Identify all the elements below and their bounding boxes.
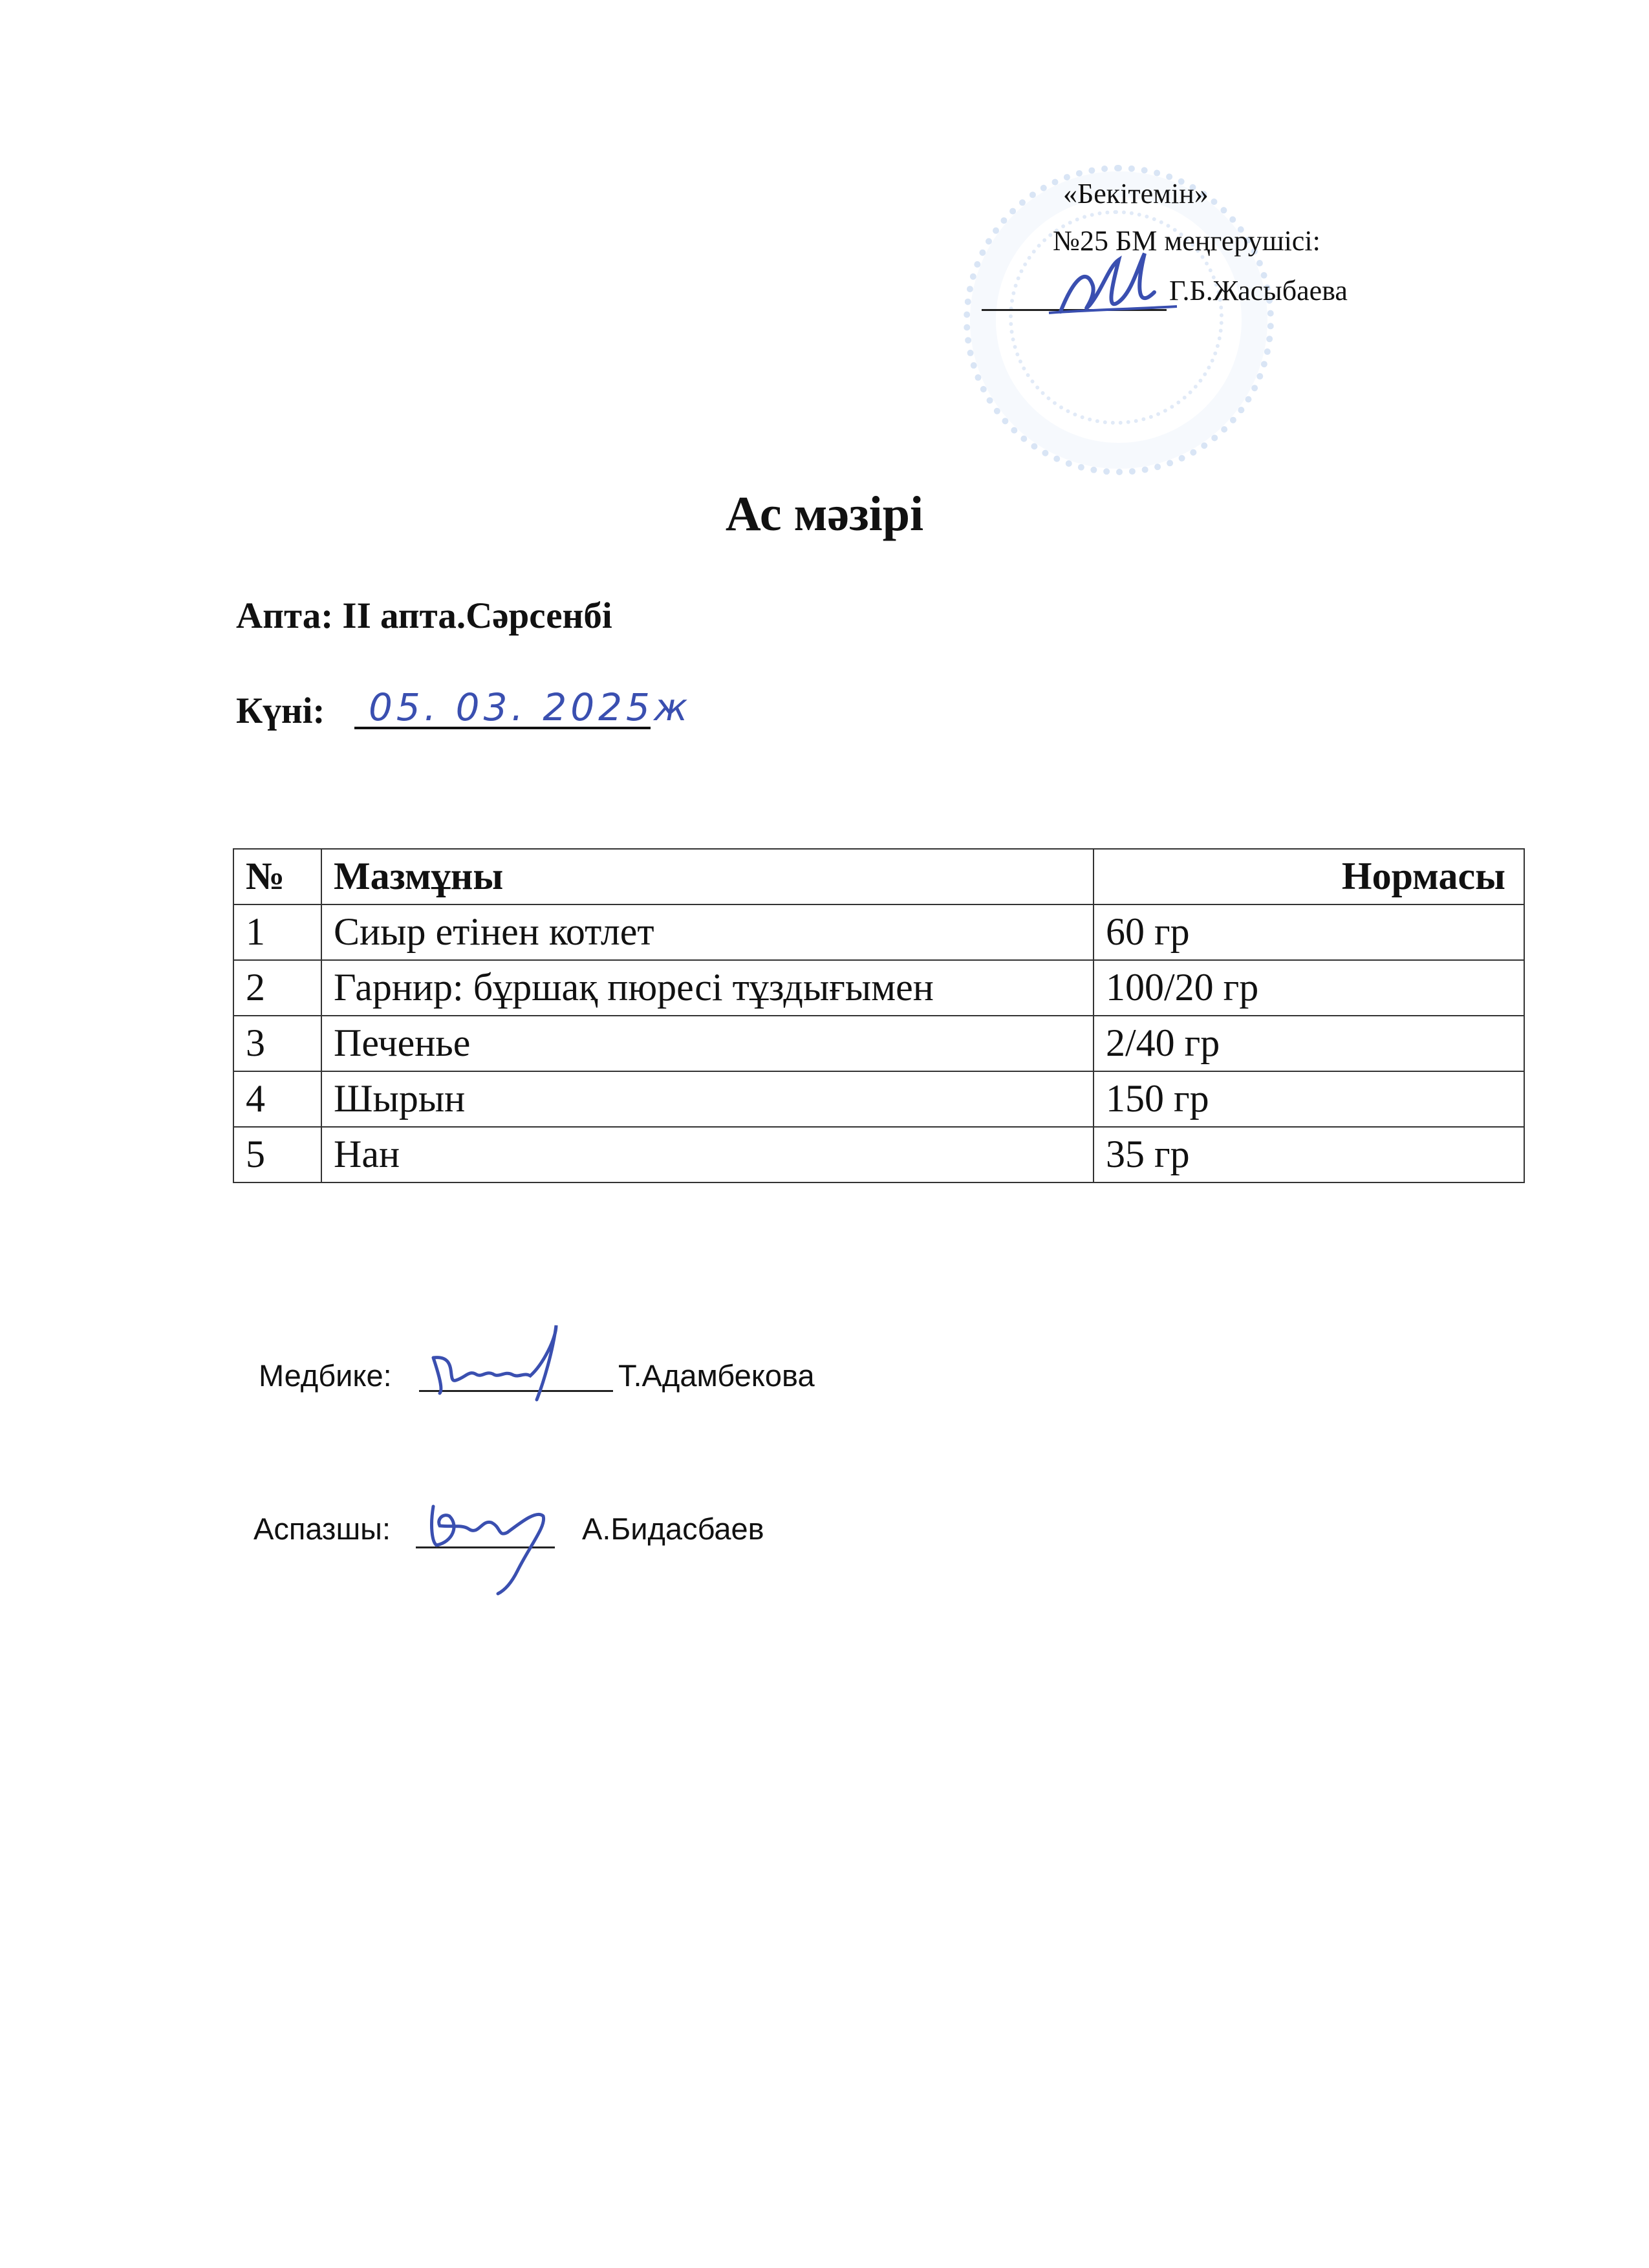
row-number: 3	[233, 1016, 321, 1071]
week-label: Апта: II апта.Сәрсенбі	[236, 595, 612, 636]
table-row	[233, 904, 1524, 960]
row-norm: 35 гр	[1094, 1127, 1524, 1182]
row-number: 5	[233, 1127, 321, 1182]
approval-director-name: Г.Б.Жасыбаева	[1169, 275, 1348, 306]
row-norm: 60 гр	[1094, 904, 1524, 960]
director-signature	[1041, 241, 1190, 331]
row-number: 4	[233, 1071, 321, 1127]
handwritten-date: 05. 03. 2025ж	[369, 685, 692, 729]
row-number: 1	[233, 904, 321, 960]
nurse-name: Т.Адамбекова	[618, 1358, 815, 1393]
row-norm: 100/20 гр	[1094, 960, 1524, 1016]
cook-label: Аспазшы:	[253, 1512, 391, 1546]
nurse-label: Медбике:	[259, 1358, 392, 1393]
approval-heading: «Бекітемін»	[1063, 178, 1209, 209]
row-norm: 150 гр	[1094, 1071, 1524, 1127]
header-norm: Нормасы	[1094, 849, 1524, 904]
approval-position: №25 БМ меңгерушісі:	[1053, 225, 1320, 257]
cook-name: А.Бидасбаев	[582, 1512, 764, 1546]
row-number: 2	[233, 960, 321, 1016]
date-label: Күні:	[236, 690, 325, 731]
row-item: Печенье	[321, 1016, 1094, 1071]
table-header-row	[233, 849, 1524, 904]
header-number: №	[233, 849, 321, 904]
cook-signature	[414, 1481, 563, 1597]
row-item: Сиыр етінен котлет	[321, 904, 1094, 960]
row-item: Гарнир: бұршақ пюресі тұздығымен	[321, 960, 1094, 1016]
table-row	[233, 1127, 1524, 1182]
row-norm: 2/40 гр	[1094, 1016, 1524, 1071]
header-content: Мазмұны	[321, 849, 1094, 904]
nurse-signature	[420, 1319, 588, 1409]
table-row	[233, 960, 1524, 1016]
menu-table	[233, 848, 1525, 1183]
page-title: Ас мәзірі	[725, 487, 924, 541]
row-item: Нан	[321, 1127, 1094, 1182]
row-item: Шырын	[321, 1071, 1094, 1127]
table-row	[233, 1016, 1524, 1071]
table-row	[233, 1071, 1524, 1127]
